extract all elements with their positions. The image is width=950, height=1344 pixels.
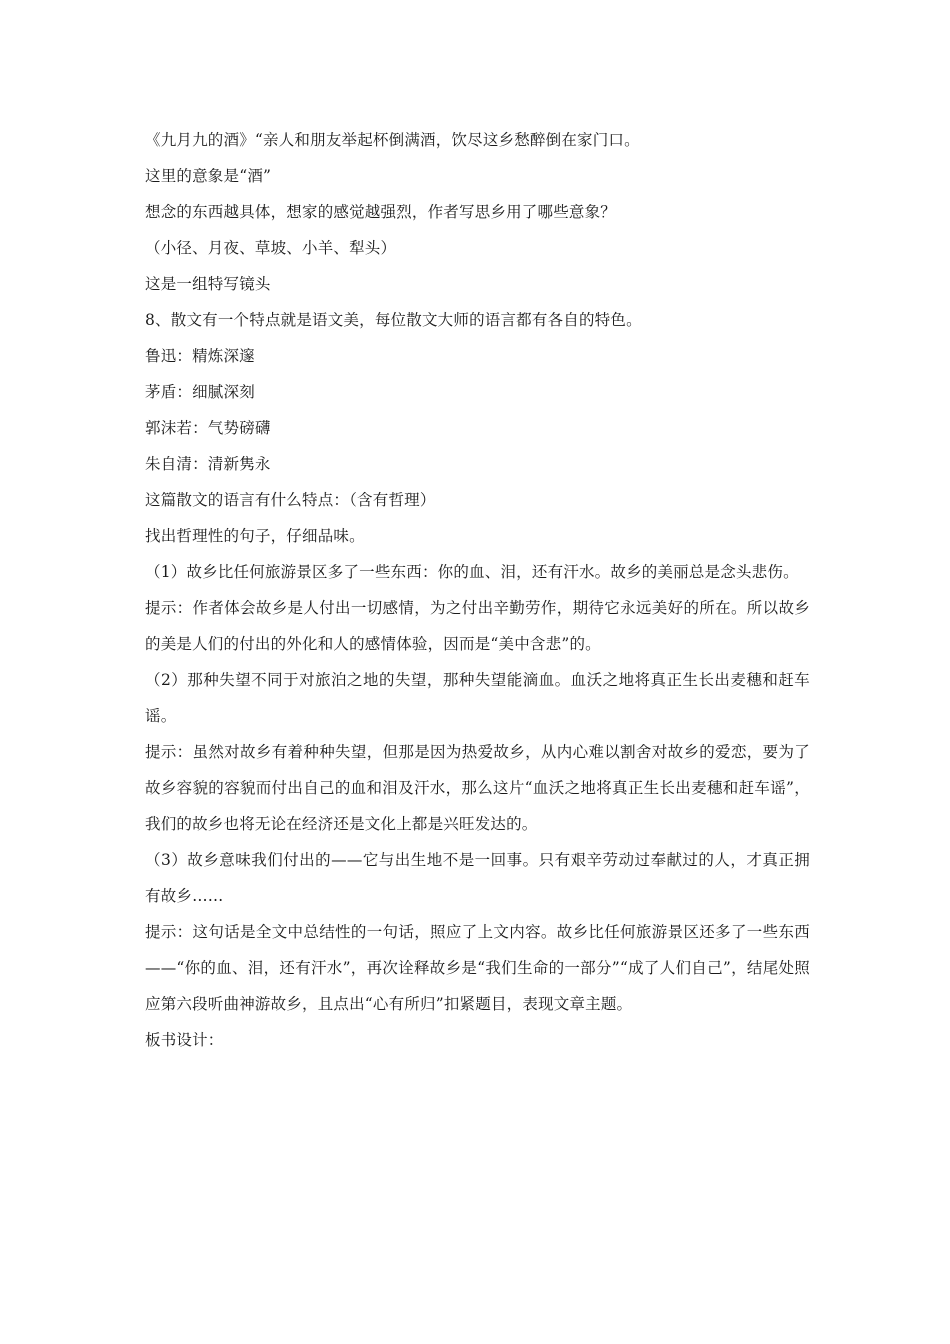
text-line-question-imagery: 想念的东西越具体，想家的感觉越强烈，作者写思乡用了哪些意象？ — [145, 203, 617, 221]
document-body — [145, 122, 810, 1058]
text-line-luxun: 鲁迅：精炼深邃 — [145, 347, 255, 365]
paragraph-hint-1: 提示：作者体会故乡是人付出一切感情，为之付出辛勤劳作，期待它永远美好的所在。所以故乡的美是人们的付出的外化和人的感情体验，因而是“美中含悲”的。 — [145, 599, 810, 653]
paragraph-item-3: （3）故乡意味我们付出的——它与出生地不是一回事。只有艰辛劳动过奉献过的人，才真正拥有故乡…… — [145, 851, 810, 905]
paragraph-hint-3: 提示：这句话是全文中总结性的一句话，照应了上文内容。故乡比任何旅游景区还多了一些东西——“你的血、泪，还有汗水”，再次诠释故乡是“我们生命的一部分”“成了人们自己”，结尾处照应第六段听曲神游故乡，且点出“心有所归”扣紧题目，表现文章主题。 — [145, 923, 810, 1013]
text-line-guomoruo: 郭沫若：气势磅礴 — [145, 419, 271, 437]
text-line-closeup: 这是一组特写镜头 — [145, 275, 271, 293]
text-line-find-sentences: 找出哲理性的句子，仔细品味。 — [145, 527, 365, 545]
text-line-board-design: 板书设计： — [145, 1031, 224, 1049]
text-line-maodun: 茅盾：细腻深刻 — [145, 383, 255, 401]
paragraph-item-2: （2）那种失望不同于对旅泊之地的失望，那种失望能滴血。血沃之地将真正生长出麦穗和赶车谣。 — [145, 671, 810, 725]
text-line-imagery-wine: 这里的意象是“酒” — [145, 167, 272, 185]
paragraph-item-1: （1）故乡比任何旅游景区多了一些东西：你的血、泪，还有汗水。故乡的美丽总是念头悲伤。 — [145, 563, 799, 581]
text-line-zhuziqing: 朱自清：清新隽永 — [145, 455, 271, 473]
text-line-point-8: 8、散文有一个特点就是语文美，每位散文大师的语言都有各自的特色。 — [145, 311, 642, 329]
text-line-imagery-list: （小径、月夜、草坡、小羊、犁头） — [145, 239, 397, 257]
text-line-language-feature: 这篇散文的语言有什么特点：（含有哲理） — [145, 491, 436, 509]
paragraph-hint-2: 提示：虽然对故乡有着种种失望，但那是因为热爱故乡，从内心难以割舍对故乡的爱恋，要为了故乡容貌的容貌而付出自己的血和泪及汗水，那么这片“血沃之地将真正生长出麦穗和赶车谣”，我们的故乡也将无论在经济还是文化上都是兴旺发达的。 — [145, 743, 810, 833]
text-line-poem-quote: 《九月九的酒》“亲人和朋友举起杯倒满酒，饮尽这乡愁醉倒在家门口。 — [145, 131, 640, 149]
